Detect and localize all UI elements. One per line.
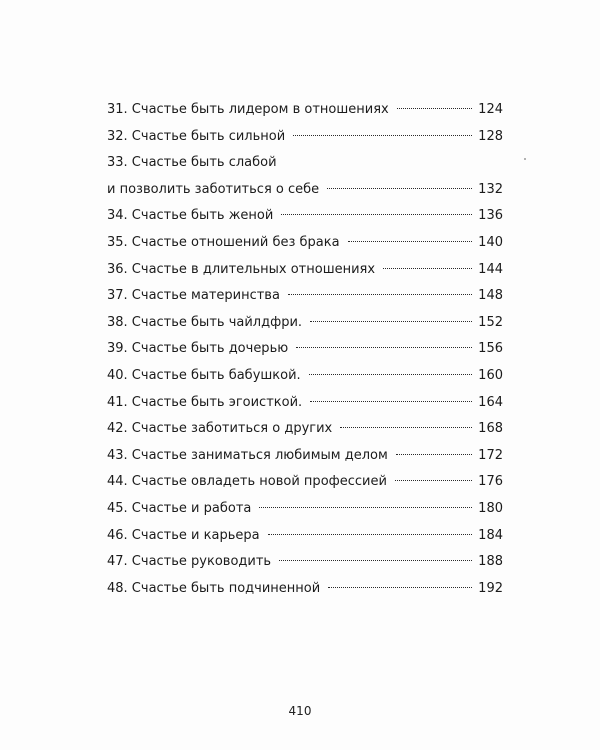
toc-entry [107,257,503,284]
toc-entry-title: 37. Счастье материнства [107,288,280,304]
dot-leader [259,507,472,508]
toc-entry-title: 44. Счастье овладеть новой профессией [107,474,387,490]
toc-entry-title: 32. Счастье быть сильной [107,128,286,144]
page-number: 410 [288,704,312,718]
toc-entry-title: 36. Счастье в длительных отношениях [107,261,376,277]
dot-leader [396,454,472,455]
dot-leader [296,347,472,348]
toc-entry-title: 31. Счастье быть лидером в отношениях [107,102,389,117]
dot-leader [310,321,472,322]
dot-leader [328,587,472,588]
toc-entry-page: 188 [478,554,503,570]
toc-entry-title: 40. Счастье быть бабушкой. [107,367,301,383]
dot-leader [327,188,472,189]
toc-entry-page: 140 [478,234,503,250]
dot-leader [340,427,472,428]
dot-leader [310,401,472,402]
toc-entry-title: 34. Счастье быть женой [107,208,274,224]
dot-leader [383,268,472,269]
toc-entry [107,363,503,390]
dot-leader [268,534,473,535]
dot-leader [293,135,472,136]
toc-entry [107,124,503,151]
toc-entry-page: 124 [478,102,503,117]
toc-entry-page: 172 [478,447,503,463]
toc-entry-title: 39. Счастье быть дочерью [107,341,289,357]
toc-entry-page: 164 [478,394,503,410]
toc-entry-page: 168 [478,421,503,437]
toc-entry-title-line1: 33. Счастье быть слабой [107,155,277,171]
dot-leader [397,108,472,109]
toc-entry [107,203,503,230]
table-of-contents [107,97,503,602]
toc-entry-title: 38. Счастье быть чайлдфри. [107,314,303,330]
toc-entry-page: 184 [478,527,503,543]
toc-entry-page: 160 [478,367,503,383]
toc-entry-title: 48. Счастье быть подчиненной [107,580,321,596]
toc-entry [107,390,503,417]
dot-leader [348,241,473,242]
toc-entry-title: и позволить заботиться о себе [107,181,320,197]
toc-entry-page: 128 [478,128,503,144]
toc-entry-page: 152 [478,314,503,330]
toc-entry-title: 46. Счастье и карьера [107,527,260,543]
toc-entry [107,496,503,523]
toc-entry [107,230,503,257]
toc-entry [107,549,503,576]
toc-entry [107,443,503,470]
toc-entry [107,523,503,550]
toc-entry-page: 132 [478,181,503,197]
toc-entry-title: 43. Счастье заниматься любимым делом [107,447,388,463]
toc-entry-page: 192 [478,580,503,596]
toc-entry [107,310,503,337]
toc-entry [107,469,503,496]
dot-leader [288,294,472,295]
toc-entry [107,336,503,363]
toc-entry-page: 180 [478,500,503,516]
toc-entry-page: 176 [478,474,503,490]
toc-entry [107,576,503,603]
toc-entry-title: 35. Счастье отношений без брака [107,234,340,250]
toc-entry-title: 41. Счастье быть эгоисткой. [107,394,303,410]
dot-leader [395,480,472,481]
toc-entry [107,283,503,310]
toc-entry-page: 136 [478,208,503,224]
toc-entry [107,150,503,203]
dot-leader [281,214,472,215]
paper-speck [524,158,526,160]
toc-entry [107,416,503,443]
toc-entry [107,97,503,124]
toc-entry-page: 148 [478,288,503,304]
dot-leader [309,374,473,375]
toc-entry-title: 45. Счастье и работа [107,500,252,516]
toc-entry-title: 42. Счастье заботиться о других [107,421,333,437]
toc-entry-title: 47. Счастье руководить [107,554,272,570]
toc-entry-page: 156 [478,341,503,357]
toc-entry-page: 144 [478,261,503,277]
dot-leader [279,560,472,561]
